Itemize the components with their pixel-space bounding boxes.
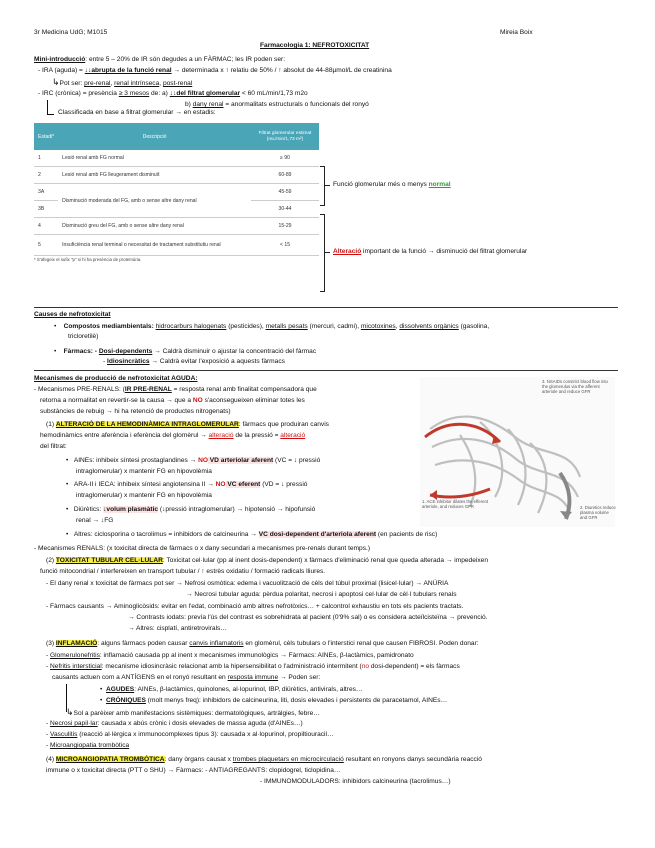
diur-1: • Diürètics: ↓volum plasmàtic (↓pressió intraglomerular) → hipotensió → hipofunsió [66, 506, 316, 513]
table-row: 3B 30-44 [34, 201, 319, 218]
note-normal: Funció glomerular més o menys normal [333, 181, 451, 188]
inf-1: (3) INFLAMACIÓ: alguns fàrmacs poden causar canvis inflamatoris en glomèrul, cèls tubulars o l'interstici renal que causen FIBROSI. Poden donar: [46, 640, 479, 647]
table-row: 5 Insuficiència renal terminal o necessitat de tractament substitutiu renal < 15 [34, 235, 319, 256]
acute-line: • AGUDES: AINEs, β-lactàmics, quinolones, al·lopurinol, IBP, diürètics, antivirals, altres… [100, 686, 363, 693]
altres-line: • Altres: ciclosporina o tacrolimus = inhibidors de calcineurina → VC dosi-dependent d'arteriola aferent (en pacients de risc) [66, 531, 438, 538]
page-title: Farmacologia 1: NEFROTOXICITAT [260, 42, 370, 49]
diur-2: renal → ↓FG [76, 517, 114, 524]
ara-2: intraglomerular) x mantenir FG en hipovolèmia [76, 492, 212, 499]
chronic-line: • CRÒNIQUES (molt menys freq): inhibidors de calcineurina, liti, dosis elevades i persistents de paracetamol, AINEs… [100, 697, 448, 704]
systemic-line: ↳Sol a parèixer amb manifestacions sistèmiques: dermatològiques, artràlgies, febre… [66, 707, 320, 717]
mat-2: immune o x toxicitat directa (PTT o SHU) → Fàrmacs: - ANTIAGREGANTS: clopidogrel, ticlopidina… [46, 767, 341, 774]
divider [34, 370, 618, 371]
note-altered: Alteració important de la funció → disminució del filtrat glomerular [333, 248, 528, 255]
kidney-figure [420, 377, 615, 527]
ira-line: - IRA (aguda) = ↓↓abrupta de la funció renal → determinada x ↑ relatiu de 50% / ↑ absolut de 44-88µmol/L de creatinina [38, 67, 392, 74]
table-row: 2 Lesió renal amb FG lleugerament disminuït 60-89 [34, 167, 319, 184]
aine-1: • AINEs: inhibeix síntesi prostaglandines → NO VD arteriolar aferent (VC = ↓ pressió [66, 457, 321, 464]
aine-2: intraglomerular) x mantenir FG en hipovolèmia [76, 468, 212, 475]
hemo-3: del filtrat: [40, 443, 67, 450]
intro-line: Mini-introducció: entre 5 – 20% de IR són degudes a un FÀRMAC; les IR poden ser: [34, 56, 286, 63]
tox-4: → Necrosi tubular aguda: pèrdua polaritat, necrosi i apoptosi cel·lular de cèl·l tubulars renals [186, 591, 457, 598]
glom-line: - Glomerulonefritis: inflamació causada pp al inent x mecanismes immunològics → Fàrmacs: AINEs, β-lactàmics, pamidronato [46, 652, 414, 659]
tox-2: funció mitocondrial / interfereixen en transport tubular / ↑ estrès oxidatiu / formació radicals lliures. [40, 568, 326, 575]
tox-1: (2) TOXICITAT TUBULAR CEL·LULAR: Toxicitat cel·lular (pp al inent dosis-dependent) x fàrmacs d'eliminació renal que queda alterada → impedeixen [46, 557, 488, 564]
brace-tick [325, 252, 330, 253]
ara-1: • ARA-II i IECA: inhibeix síntesi angiotensina II → NO VC eferent (VD = ↓ pressió [66, 481, 308, 488]
necrosis-line: - Necrosi papil·lar: causada x abús crònic i dosis elevades de massa aguda (d'AINEs…) [46, 720, 303, 727]
causes-title: Causes de nefrotoxicitat [34, 311, 111, 318]
hemo-1: (1) ALTERACIÓ DE LA HEMODINÀMICA INTRAGLOMERULAR: fàrmacs que produiran canvis [46, 421, 329, 428]
brace-tick [325, 185, 330, 186]
table-footnote: * S'afegeix el sufix "p" si hi ha presència de proteïnúria. [34, 257, 142, 262]
prerenal-2: retorna a normalitat en revertir-se la causa → que a NO s'aconsegueixen eliminar totes les [40, 397, 305, 404]
mech-title: Mecanismes de producció de nefrotoxicitat AGUDA: [34, 375, 198, 382]
renal-mech: - Mecanismes RENALS: (x toxicitat directa de fàrmacs o x dany secundari a mecanismes pre-renals durant temps.) [34, 545, 371, 552]
brace-normal [320, 166, 325, 206]
causes-env-cont: tricloretilè) [68, 333, 99, 340]
prerenal-1: - Mecanismes PRE-RENALS: (IR PRE-RENAL = resposta renal amb finalitat compensadora que [34, 386, 317, 393]
table-row: 4 Disminució greu del FG, amb o sense altre dany renal 15-29 [34, 218, 319, 235]
irc-line: - IRC (crònica) = presència ≥ 3 mesos de: a) ↓↓del filtrat glomerular < 60 mL/min/1,73 m2o [38, 90, 308, 97]
fig-label-diuretics: 2. Diuretics reduce plasma volume and GFR [580, 505, 616, 521]
vasculitis-line: - Vasculitis (reacció al·lèrgica x immunocomplexes tipus 3): causada x al·lopurinol, propiltiouracil… [46, 731, 334, 738]
nefr-line: - Nefritis intersticial: mecanisme idiosincràsic relacionat amb la hipersensibilitat o l'administració intermitent (no dosi-dependent) = els fàrmacs [46, 663, 460, 670]
table-header-gfr: Filtrat glomerular estimat (mL/min/1,73 m²) [251, 123, 319, 150]
irc-b-line: b) dany renal = anormalitats estructurals o funcionals del ronyó [185, 101, 369, 108]
divider [34, 307, 618, 308]
table-header-stage: Estadi* [34, 123, 58, 150]
tox-3: - El dany renal x toxicitat de fàrmacs pot ser → Nefrosi osmòtica: edema i vacuolització de cèls del túbul proximal (lisicel·lular) → ANÚRIA [46, 580, 449, 587]
prerenal-3: substàncies de rebuig → hi ha retenció de productes nitrogenats) [40, 408, 231, 415]
fig-label-ace: 1. ACE inhibitor dilates the efferent arteriole, and reduces GFR [422, 499, 489, 510]
nefr-line-2: causants actuen com a ANTÍGENS en el ronyó resultant en resposta immune → Poden ser: [52, 674, 321, 681]
causes-drugs-idio: - Idiosincràtics → Caldrà evitar l'exposició a aquests fàrmacs [103, 358, 285, 365]
causes-drugs: • Fàrmacs: - Dosi-dependents → Caldrà disminuir o ajustar la concentració del fàrmac [54, 348, 317, 355]
tox-6: → Contrasts iodats: prevía l'ús del contrast es sobrehidrata al pacient (0'9% sal) o es considera acteïlcisteïna → prevenció. [128, 614, 488, 621]
causes-environmental: • Compostos mediambientals: hidrocarburs halogenats (pesticides), metalls pesats (mercuri, cadmi), micotoxines, dissolvents orgànics (gasolina, [54, 323, 490, 330]
bracket-arrow [47, 100, 54, 115]
table-row: 3A Disminució moderada del FG, amb o sense altre dany renal 45-59 [34, 184, 319, 201]
header-author: Mireia Boix [500, 29, 533, 36]
table-row: 1 Lesió renal amb FG normal ≥ 90 [34, 150, 319, 167]
mat-3: - IMMUNOMODULADORS: inhibidors calcineurina (tacrolimus…) [260, 778, 451, 785]
table-header-description: Descripció [58, 123, 251, 150]
fig-label-nsaids: 3. NSAIDs constrict blood flow into the glomerulus via the afferent arteriole and reduce GFR [542, 379, 608, 395]
ira-types: ↳Pot ser: pre-renal, renal intrínseca, post-renal [52, 77, 193, 87]
mat-1: (4) MICROANGIOPATIA TROMBÒTICA: dany òrgans causat x trombes plaquetars en microcirculació resultant en ronyons danys secundària reacció [46, 756, 482, 763]
microang-line: - Microangiopatia trombòtica [46, 742, 130, 749]
tox-7: → Altres: cisplatí, antiretrovirals… [128, 625, 227, 632]
brace-altered [320, 214, 325, 292]
header-course: 3r Medicina UdG; M1015 [34, 29, 108, 36]
tox-5: - Fàrmacs causants → Aminoglicòsids: evitar en l'edat, combinació amb altres nefrotòxics… + calcontrol exhaustiu en tots els pacients tractats. [46, 603, 464, 610]
hemo-2: hemodinàmics entre aferència i eferència del glomèrul → alteració de la pressió = alteració [40, 432, 306, 439]
classification-line: Classificada en base a filtrat glomerular → en estadis: [58, 109, 216, 116]
ckd-stage-table [34, 123, 319, 262]
